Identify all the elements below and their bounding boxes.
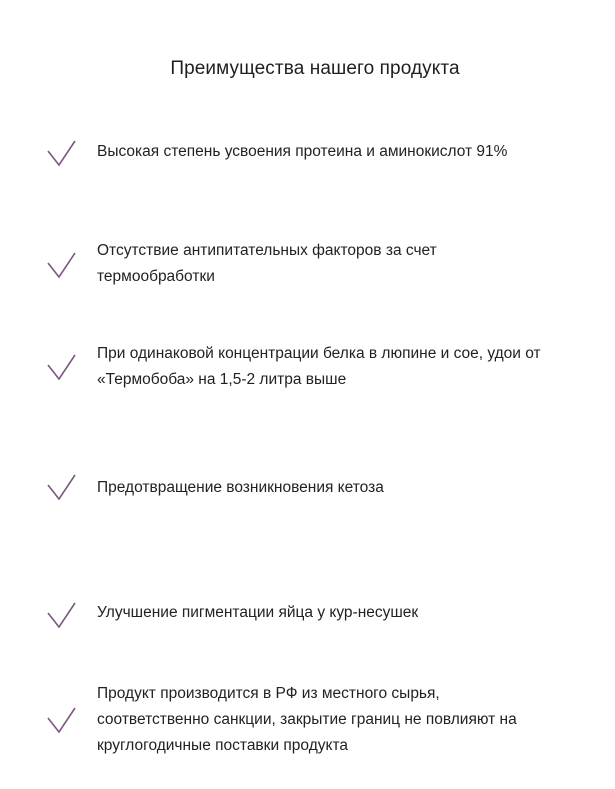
item-text: Отсутствие антипитательных факторов за счет термообработки [97, 242, 437, 285]
item-text: Улучшение пигментации яйца у кур-несушек [97, 604, 419, 621]
page-title: Преимущества нашего продукта [170, 58, 460, 79]
item-text: Продукт производится в РФ из местного сырья, соответственно санкции, закрытие границ не повлияют на круглогодичные поставки продукта [97, 685, 517, 754]
check-icon [44, 705, 78, 737]
check-icon [44, 250, 78, 282]
check-icon [44, 352, 78, 384]
item-text: Высокая степень усвоения протеина и аминокислот 91% [97, 143, 508, 160]
item-text: Предотвращение возникновения кетоза [97, 479, 384, 496]
check-icon [44, 138, 78, 170]
check-icon [44, 600, 78, 632]
check-icon [44, 472, 78, 504]
item-text: При одинаковой концентрации белка в люпине и сое, удои от «Термобоба» на 1,5-2 литра выше [97, 345, 541, 388]
